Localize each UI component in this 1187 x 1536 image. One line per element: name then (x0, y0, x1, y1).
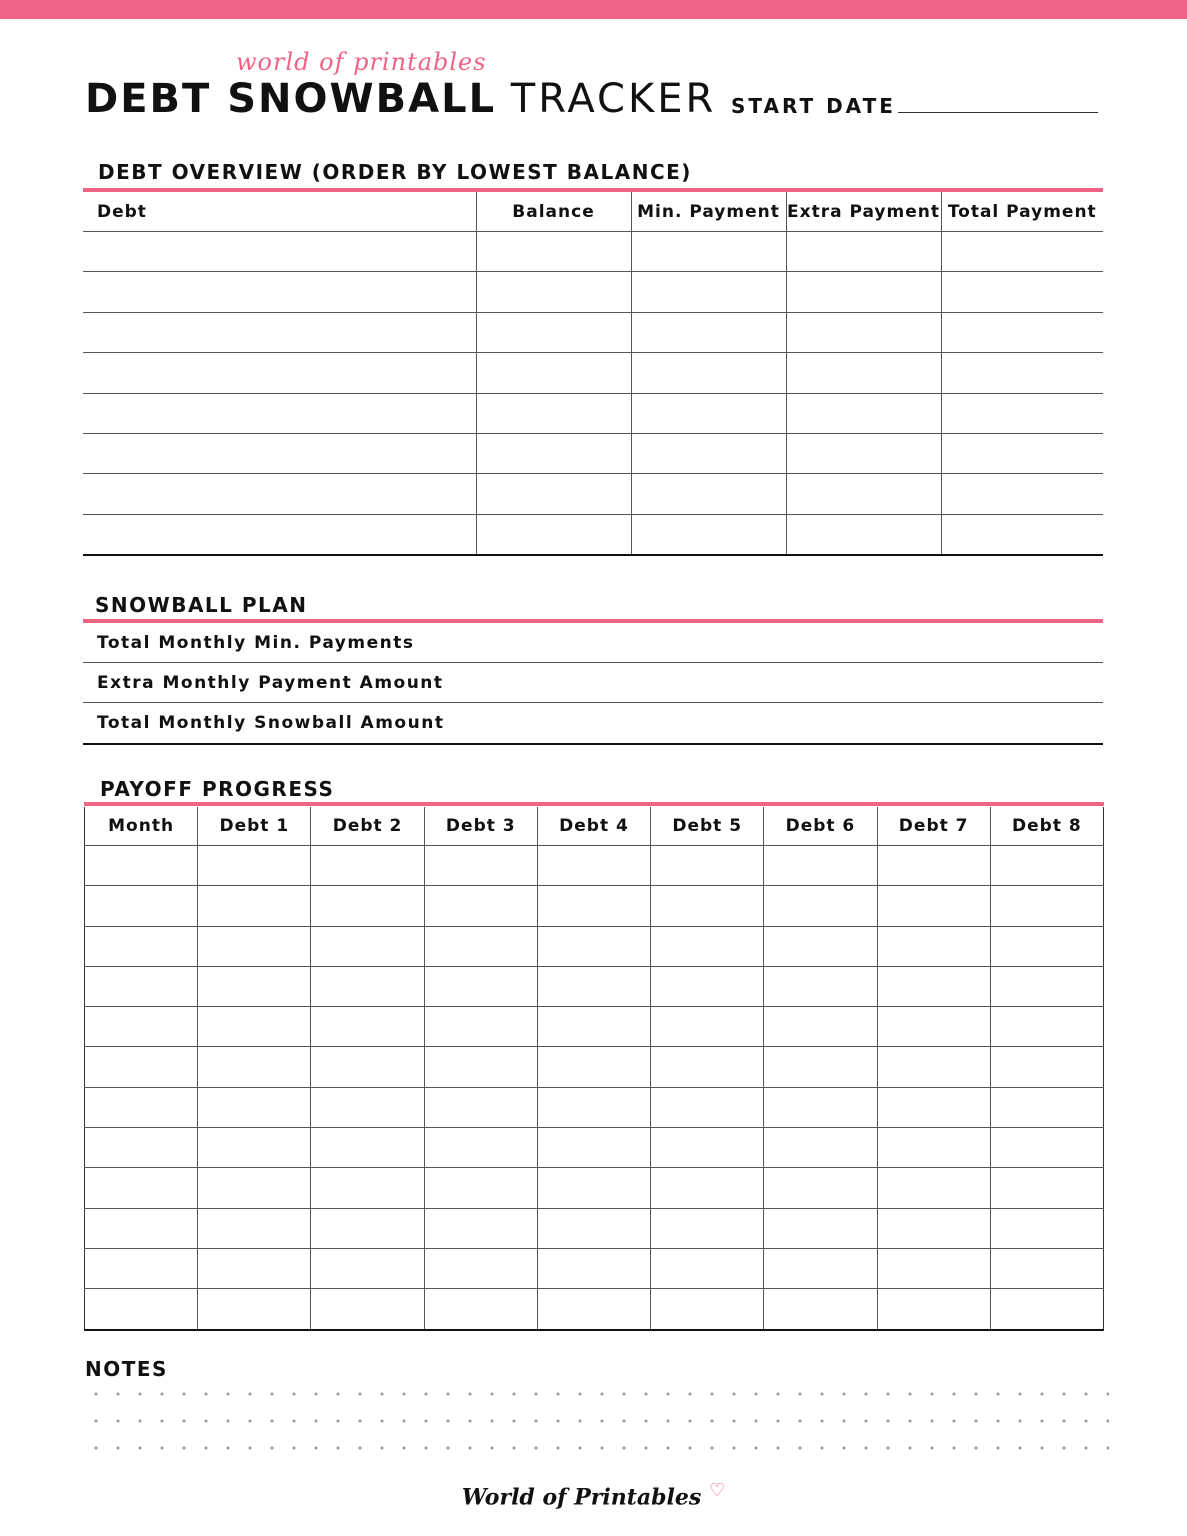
table-cell[interactable] (424, 1087, 537, 1127)
table-cell[interactable] (83, 433, 476, 473)
table-cell[interactable] (941, 474, 1103, 514)
table-cell[interactable] (651, 1047, 764, 1087)
plan-row-min-payments[interactable]: Total Monthly Min. Payments (83, 623, 1103, 663)
table-cell[interactable] (764, 1047, 877, 1087)
table-cell[interactable] (764, 966, 877, 1006)
page-title (85, 76, 716, 122)
table-cell[interactable] (877, 1087, 990, 1127)
table-cell[interactable] (631, 514, 786, 555)
table-cell[interactable] (85, 846, 198, 886)
title-bold: DEBT SNOWBALL (85, 76, 497, 122)
table-cell[interactable] (198, 846, 311, 886)
table-row (85, 966, 1104, 1006)
table-cell[interactable] (311, 846, 424, 886)
table-cell[interactable] (85, 1047, 198, 1087)
table-cell[interactable] (537, 1087, 650, 1127)
col-header-debt: Debt (83, 192, 476, 232)
table-cell[interactable] (537, 1168, 650, 1208)
table-cell[interactable] (877, 1047, 990, 1087)
top-accent-bar (0, 0, 1187, 19)
table-cell[interactable] (631, 312, 786, 352)
table-cell[interactable] (651, 1208, 764, 1248)
table-cell[interactable] (83, 393, 476, 433)
table-cell[interactable] (651, 846, 764, 886)
notes-heading: NOTES (85, 1357, 168, 1381)
debt-overview-table (83, 192, 1103, 556)
table-cell[interactable] (786, 393, 941, 433)
table-cell[interactable] (990, 1168, 1103, 1208)
table-cell[interactable] (311, 926, 424, 966)
table-cell[interactable] (83, 232, 476, 272)
col-header-debt-8: Debt 8 (990, 807, 1103, 846)
table-cell[interactable] (198, 1047, 311, 1087)
table-header-row (85, 807, 1104, 846)
table-cell[interactable] (941, 312, 1103, 352)
col-header-debt-5: Debt 5 (651, 807, 764, 846)
table-cell[interactable] (311, 1168, 424, 1208)
table-cell[interactable] (651, 1087, 764, 1127)
table-cell[interactable] (990, 846, 1103, 886)
table-cell[interactable] (941, 433, 1103, 473)
table-cell[interactable] (311, 1289, 424, 1330)
table-cell[interactable] (424, 1248, 537, 1288)
table-cell[interactable] (990, 1047, 1103, 1087)
table-cell[interactable] (786, 232, 941, 272)
table-row (85, 1168, 1104, 1208)
table-cell[interactable] (537, 1047, 650, 1087)
table-cell[interactable] (198, 886, 311, 926)
table-cell[interactable] (311, 1208, 424, 1248)
table-cell[interactable] (537, 1007, 650, 1047)
table-cell[interactable] (990, 1087, 1103, 1127)
table-row (85, 1128, 1104, 1168)
table-row (85, 1007, 1104, 1047)
table-cell[interactable] (651, 926, 764, 966)
table-cell[interactable] (198, 1168, 311, 1208)
table-cell[interactable] (83, 353, 476, 393)
table-cell[interactable] (764, 846, 877, 886)
table-cell[interactable] (631, 474, 786, 514)
snowball-plan-heading: SNOWBALL PLAN (95, 593, 308, 617)
table-cell[interactable] (198, 1087, 311, 1127)
col-header-debt-6: Debt 6 (764, 807, 877, 846)
col-header-extra-payment: Extra Payment (786, 192, 941, 232)
notes-dot-row[interactable] (85, 1392, 1109, 1396)
table-cell[interactable] (476, 393, 631, 433)
table-cell[interactable] (476, 474, 631, 514)
table-row (85, 886, 1104, 926)
table-cell[interactable] (990, 1007, 1103, 1047)
table-row (83, 232, 1103, 272)
table-cell[interactable] (476, 353, 631, 393)
heart-outline-icon: ♡ (708, 1480, 726, 1501)
table-cell[interactable] (83, 514, 476, 555)
table-cell[interactable] (85, 1128, 198, 1168)
table-cell[interactable] (877, 846, 990, 886)
table-row (83, 272, 1103, 312)
table-cell[interactable] (651, 1007, 764, 1047)
table-cell[interactable] (85, 886, 198, 926)
table-row (83, 312, 1103, 352)
table-cell[interactable] (764, 1168, 877, 1208)
table-cell[interactable] (85, 1248, 198, 1288)
table-row (85, 1208, 1104, 1248)
table-row (85, 926, 1104, 966)
table-cell[interactable] (311, 1128, 424, 1168)
col-header-debt-7: Debt 7 (877, 807, 990, 846)
table-cell[interactable] (631, 433, 786, 473)
table-cell[interactable] (537, 1248, 650, 1288)
table-cell[interactable] (631, 393, 786, 433)
table-header-row (83, 192, 1103, 232)
table-cell[interactable] (877, 1208, 990, 1248)
table-cell[interactable] (198, 1248, 311, 1288)
table-cell[interactable] (764, 886, 877, 926)
table-cell[interactable] (764, 1087, 877, 1127)
table-cell[interactable] (476, 514, 631, 555)
table-cell[interactable] (651, 1128, 764, 1168)
table-cell[interactable] (476, 272, 631, 312)
col-header-month: Month (85, 807, 198, 846)
table-cell[interactable] (537, 966, 650, 1006)
table-row (85, 1289, 1104, 1330)
debt-overview-heading: DEBT OVERVIEW (ORDER BY LOWEST BALANCE) (98, 160, 692, 184)
table-cell[interactable] (424, 1168, 537, 1208)
table-cell[interactable] (311, 1047, 424, 1087)
table-row (83, 433, 1103, 473)
table-cell[interactable] (877, 1248, 990, 1288)
table-cell[interactable] (631, 232, 786, 272)
table-cell[interactable] (631, 272, 786, 312)
table-cell[interactable] (651, 1289, 764, 1330)
table-cell[interactable] (764, 1248, 877, 1288)
table-cell[interactable] (651, 886, 764, 926)
table-cell[interactable] (651, 1168, 764, 1208)
table-cell[interactable] (424, 1289, 537, 1330)
table-cell[interactable] (941, 393, 1103, 433)
table-cell[interactable] (786, 353, 941, 393)
notes-dot-row[interactable] (85, 1419, 1109, 1423)
notes-dot-row[interactable] (85, 1446, 1109, 1450)
plan-row-snowball-amount[interactable]: Total Monthly Snowball Amount (83, 703, 1103, 745)
table-cell[interactable] (537, 926, 650, 966)
table-cell[interactable] (198, 1007, 311, 1047)
table-cell[interactable] (877, 1128, 990, 1168)
table-cell[interactable] (198, 1289, 311, 1330)
table-cell[interactable] (990, 886, 1103, 926)
table-cell[interactable] (85, 1289, 198, 1330)
table-row (83, 474, 1103, 514)
table-cell[interactable] (311, 886, 424, 926)
table-cell[interactable] (198, 1208, 311, 1248)
table-cell[interactable] (83, 272, 476, 312)
table-row (83, 353, 1103, 393)
start-date-field[interactable] (898, 112, 1098, 113)
table-cell[interactable] (651, 966, 764, 1006)
table-cell[interactable] (990, 1289, 1103, 1330)
table-cell[interactable] (424, 926, 537, 966)
table-cell[interactable] (877, 1289, 990, 1330)
table-row (83, 514, 1103, 555)
table-cell[interactable] (651, 1248, 764, 1288)
table-cell[interactable] (764, 1208, 877, 1248)
table-cell[interactable] (85, 966, 198, 1006)
table-cell[interactable] (941, 272, 1103, 312)
table-cell[interactable] (877, 886, 990, 926)
col-header-debt-3: Debt 3 (424, 807, 537, 846)
plan-row-extra-payment[interactable]: Extra Monthly Payment Amount (83, 663, 1103, 703)
footer-logo (0, 1480, 1187, 1510)
table-cell[interactable] (990, 1128, 1103, 1168)
table-cell[interactable] (990, 966, 1103, 1006)
table-cell[interactable] (198, 966, 311, 1006)
table-cell[interactable] (990, 926, 1103, 966)
table-cell[interactable] (311, 1007, 424, 1047)
table-row (83, 393, 1103, 433)
payoff-progress-heading: PAYOFF PROGRESS (100, 777, 335, 801)
table-cell[interactable] (786, 312, 941, 352)
table-cell[interactable] (786, 474, 941, 514)
table-cell[interactable] (424, 1047, 537, 1087)
payoff-progress-rule (84, 802, 1104, 806)
table-cell[interactable] (424, 886, 537, 926)
start-date-label: START DATE (731, 94, 896, 118)
table-cell[interactable] (424, 1007, 537, 1047)
table-cell[interactable] (786, 272, 941, 312)
table-cell[interactable] (764, 1289, 877, 1330)
table-cell[interactable] (198, 1128, 311, 1168)
table-row (85, 846, 1104, 886)
table-cell[interactable] (85, 1087, 198, 1127)
table-cell[interactable] (764, 1007, 877, 1047)
col-header-debt-2: Debt 2 (311, 807, 424, 846)
table-cell[interactable] (537, 886, 650, 926)
table-cell[interactable] (990, 1248, 1103, 1288)
table-cell[interactable] (877, 1007, 990, 1047)
table-row (85, 1248, 1104, 1288)
table-cell[interactable] (311, 1087, 424, 1127)
col-header-total-payment: Total Payment (941, 192, 1103, 232)
col-header-balance: Balance (476, 192, 631, 232)
table-cell[interactable] (83, 474, 476, 514)
table-cell[interactable] (537, 1128, 650, 1168)
table-cell[interactable] (941, 353, 1103, 393)
table-cell[interactable] (537, 846, 650, 886)
payoff-progress-table (84, 807, 1104, 1331)
footer-logo-text: World of Printables (461, 1484, 702, 1511)
table-cell[interactable] (85, 926, 198, 966)
table-cell[interactable] (85, 1208, 198, 1248)
table-cell[interactable] (424, 966, 537, 1006)
brand-script-logo: world of printables (236, 48, 487, 76)
table-cell[interactable] (311, 966, 424, 1006)
table-cell[interactable] (424, 1208, 537, 1248)
table-cell[interactable] (83, 312, 476, 352)
table-cell[interactable] (941, 514, 1103, 555)
table-cell[interactable] (764, 1128, 877, 1168)
table-cell[interactable] (537, 1208, 650, 1248)
table-cell[interactable] (990, 1208, 1103, 1248)
table-row (85, 1087, 1104, 1127)
title-light: TRACKER (510, 76, 717, 122)
table-cell[interactable] (941, 232, 1103, 272)
table-cell[interactable] (537, 1289, 650, 1330)
table-cell[interactable] (877, 926, 990, 966)
table-cell[interactable] (786, 514, 941, 555)
table-cell[interactable] (764, 926, 877, 966)
table-cell[interactable] (85, 1168, 198, 1208)
table-cell[interactable] (85, 1007, 198, 1047)
col-header-debt-4: Debt 4 (537, 807, 650, 846)
table-cell[interactable] (631, 353, 786, 393)
col-header-min-payment: Min. Payment (631, 192, 786, 232)
col-header-debt-1: Debt 1 (198, 807, 311, 846)
table-cell[interactable] (424, 1128, 537, 1168)
table-cell[interactable] (476, 232, 631, 272)
table-cell[interactable] (786, 433, 941, 473)
table-cell[interactable] (877, 1168, 990, 1208)
table-cell[interactable] (311, 1248, 424, 1288)
table-row (85, 1047, 1104, 1087)
table-cell[interactable] (198, 926, 311, 966)
table-cell[interactable] (424, 846, 537, 886)
table-cell[interactable] (476, 312, 631, 352)
table-cell[interactable] (877, 966, 990, 1006)
table-cell[interactable] (476, 433, 631, 473)
